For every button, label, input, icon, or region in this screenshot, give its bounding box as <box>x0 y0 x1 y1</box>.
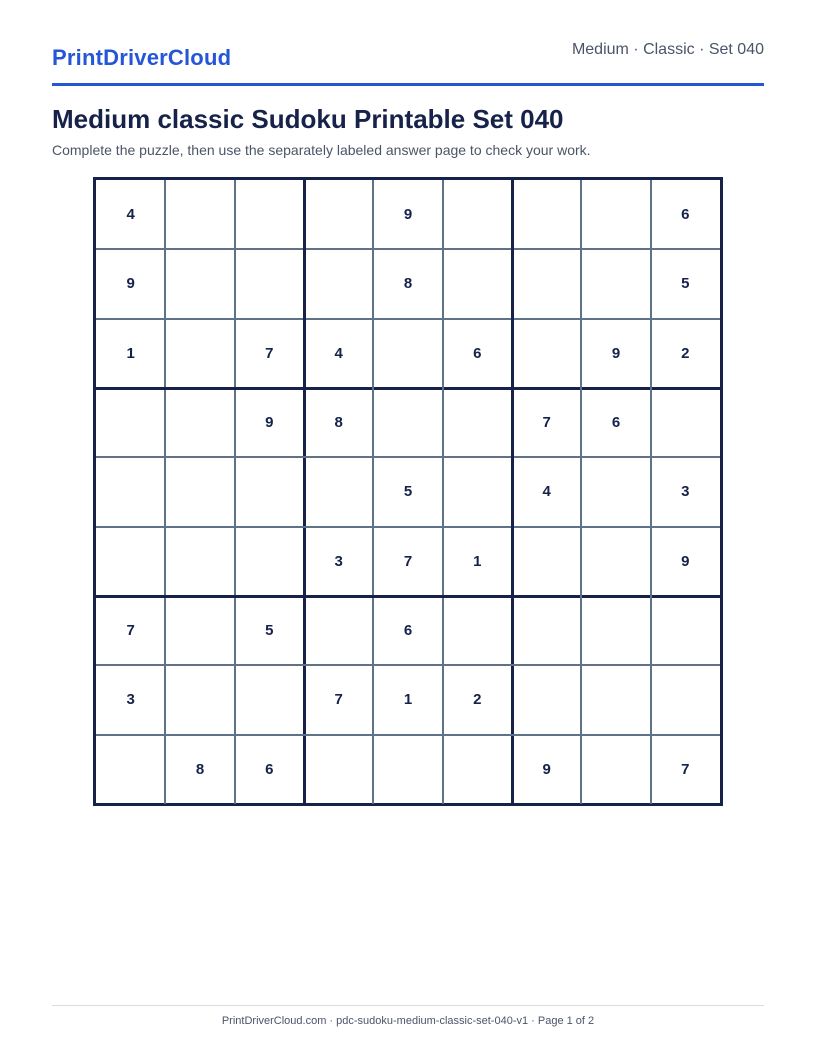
empty-cell <box>651 596 720 665</box>
given-cell: 5 <box>403 483 413 501</box>
given-cell: 9 <box>681 552 690 570</box>
given-cell: 1 <box>126 344 135 362</box>
empty-cell <box>304 457 373 526</box>
given-cell: 8 <box>403 275 413 293</box>
page-footer: PrintDriverCloud.com · pdc-sudoku-medium-classic-set-040-v1 · Page 1 of 2 <box>52 1005 764 1027</box>
empty-cell <box>443 180 512 249</box>
empty-cell <box>581 596 650 665</box>
given-cell: 2 <box>473 691 482 709</box>
empty-cell <box>304 735 373 804</box>
given-cell: 9 <box>403 206 413 224</box>
empty-cell <box>512 180 581 249</box>
empty-cell <box>235 249 304 318</box>
given-cell: 7 <box>334 691 343 709</box>
empty-cell <box>165 596 234 665</box>
empty-cell <box>96 735 165 804</box>
given-cell: 7 <box>126 622 135 640</box>
empty-cell <box>373 388 442 457</box>
given-cell: 7 <box>265 344 274 362</box>
empty-cell <box>235 180 304 249</box>
given-cell: 3 <box>126 691 135 709</box>
given-cell: 4 <box>334 344 343 362</box>
empty-cell <box>235 665 304 734</box>
empty-cell <box>165 665 234 734</box>
empty-cell <box>165 457 234 526</box>
empty-cell <box>96 388 165 457</box>
empty-cell <box>304 596 373 665</box>
empty-cell <box>581 457 650 526</box>
empty-cell <box>512 665 581 734</box>
empty-cell <box>651 388 720 457</box>
empty-cell <box>304 249 373 318</box>
empty-cell <box>304 180 373 249</box>
brand-logo: PrintDriverCloud <box>52 45 232 70</box>
given-cell: 9 <box>542 760 551 778</box>
sudoku-board <box>93 177 723 806</box>
given-cell: 7 <box>403 552 413 570</box>
given-cell: 9 <box>611 344 621 362</box>
given-cell: 4 <box>126 206 135 224</box>
page-title: Medium classic Sudoku Printable Set 040 <box>52 104 564 134</box>
empty-cell <box>96 457 165 526</box>
given-cell: 3 <box>681 483 690 501</box>
given-cell: 8 <box>334 414 343 432</box>
given-cell: 2 <box>681 344 690 362</box>
empty-cell <box>373 735 442 804</box>
given-cell: 4 <box>542 483 551 501</box>
empty-cell <box>235 457 304 526</box>
page-header <box>52 38 764 86</box>
given-cell: 5 <box>681 275 690 293</box>
empty-cell <box>512 249 581 318</box>
empty-cell <box>443 388 512 457</box>
empty-cell <box>443 249 512 318</box>
empty-cell <box>512 596 581 665</box>
empty-cell <box>581 180 650 249</box>
empty-cell <box>581 527 650 596</box>
empty-cell <box>443 457 512 526</box>
empty-cell <box>165 319 234 388</box>
empty-cell <box>165 388 234 457</box>
given-cell: 9 <box>126 275 135 293</box>
empty-cell <box>443 596 512 665</box>
empty-cell <box>443 735 512 804</box>
empty-cell <box>581 735 650 804</box>
given-cell: 8 <box>195 760 205 778</box>
given-cell: 9 <box>265 414 274 432</box>
given-cell: 1 <box>473 552 482 570</box>
given-cell: 1 <box>403 691 413 709</box>
given-cell: 7 <box>681 760 690 778</box>
puzzle-meta: Medium · Classic · Set 040 <box>571 41 764 58</box>
empty-cell <box>96 527 165 596</box>
empty-cell <box>512 319 581 388</box>
given-cell: 6 <box>265 760 274 778</box>
empty-cell <box>165 527 234 596</box>
given-cell: 5 <box>265 622 274 640</box>
given-cell: 7 <box>542 414 551 432</box>
given-cell: 3 <box>334 552 343 570</box>
empty-cell <box>165 180 234 249</box>
given-cell: 6 <box>403 622 413 640</box>
given-cell: 6 <box>611 414 621 432</box>
empty-cell <box>651 665 720 734</box>
empty-cell <box>165 249 234 318</box>
empty-cell <box>581 665 650 734</box>
page-subtitle: Complete the puzzle, then use the separately labeled answer page to check your work. <box>52 142 591 158</box>
given-cell: 6 <box>681 206 690 224</box>
empty-cell <box>235 527 304 596</box>
empty-cell <box>373 319 442 388</box>
empty-cell <box>512 527 581 596</box>
given-cell: 6 <box>473 344 482 362</box>
empty-cell <box>581 249 650 318</box>
